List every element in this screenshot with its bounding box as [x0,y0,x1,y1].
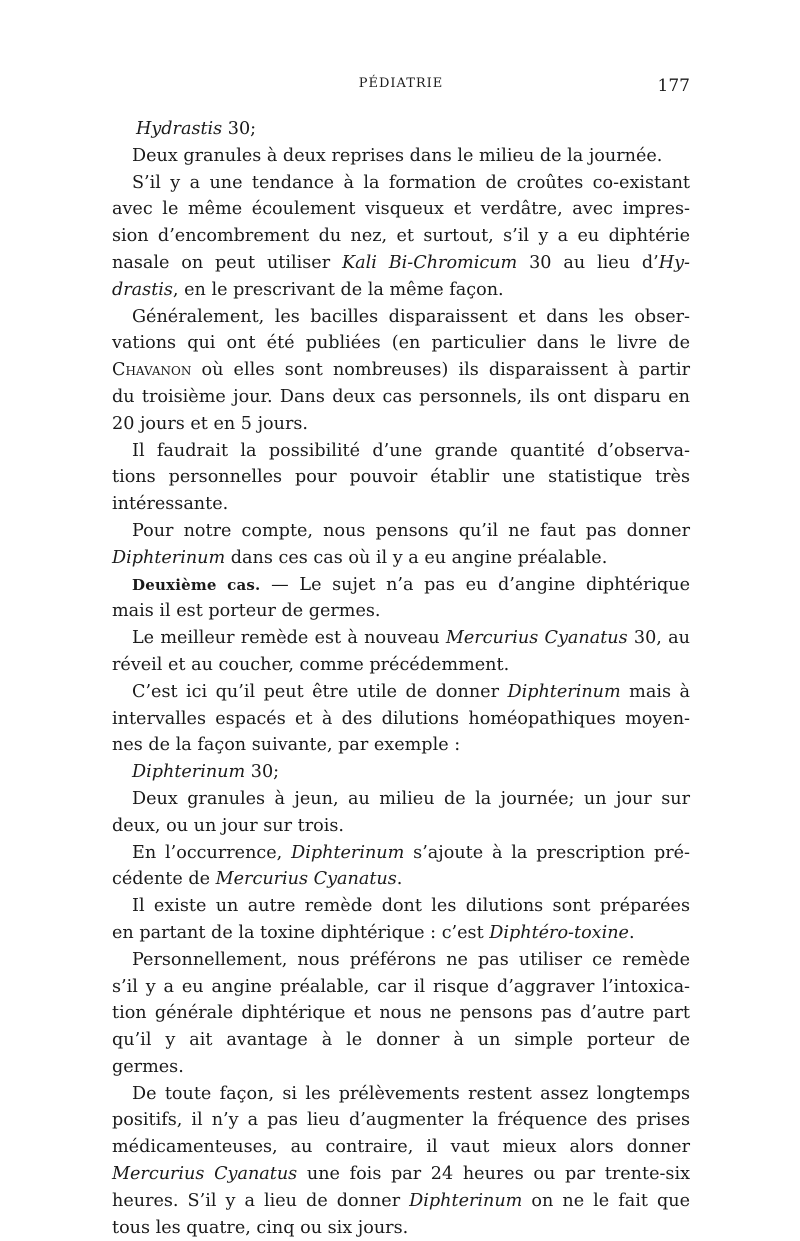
text-run: cédente de [112,869,216,890]
text-run: tions personnelles pour pouvoir établir une statistique très [112,467,690,488]
running-head: PÉDIATRIE [358,76,444,91]
text-line [112,866,690,893]
text-line [112,116,690,143]
text-line [112,652,690,679]
text-line [112,1054,690,1081]
text-line [112,572,690,599]
text-run: 30 au lieu d’ [517,252,659,273]
text-line [112,411,690,438]
text-run: En l’occurrence, [132,842,292,863]
text-run: . [628,922,635,943]
text-run: Deux granules à deux reprises dans le milieu de la journée. [132,145,663,166]
text-run: Personnellement, nous préférons ne pas utiliser ce remède [132,949,690,970]
italic-term: Diphterinum [291,842,405,863]
text-run: , en le prescrivant de la même façon. [172,279,504,300]
text-run: tion générale diphtérique et nous ne pensons pas d’autre part [112,1003,690,1024]
text-line [112,464,690,491]
page-number: 177 [657,76,690,96]
text-run: Le meilleur remède est à nouveau [132,628,446,649]
text-run: — Le sujet n’a pas eu d’angine diphtérique [260,574,690,595]
italic-term: Diphterinum [507,681,621,702]
text-run: heures. S’il y a lieu de donner [112,1190,410,1211]
text-line [112,679,690,706]
section-label: Deuxième cas. [132,575,261,594]
italic-term: Diphterinum [132,762,246,783]
text-run: dans ces cas où il y a eu angine préalable. [225,547,608,568]
italic-term: Mercurius Cyanatus [215,869,397,890]
text-line [112,947,690,974]
text-run: intervalles espacés et à des dilutions homéopathiques moyen- [112,708,690,729]
text-line [112,706,690,733]
italic-term: Hydrastis [136,119,223,139]
text-run: 20 jours et en 5 jours. [112,413,308,434]
text-line [112,786,690,813]
text-run: du troisième jour. Dans deux cas personnels, ils ont disparu en [112,386,690,407]
italic-term: Hy- [658,252,690,273]
text-run: sion d’encombrement du nez, et surtout, s’il y a eu diphtérie [112,226,690,247]
text-line [112,1134,690,1161]
text-line [112,1161,690,1188]
text-run: avec le même écoulement visqueux et verdâtre, avec impres- [112,199,690,220]
text-run: s’il y a eu angine préalable, car il risque d’aggraver l’intoxica- [112,976,690,997]
text-run: Généralement, les bacilles disparaissent et dans les obser- [132,306,690,327]
text-line [112,143,690,170]
italic-term: Mercurius Cyanatus [112,1164,298,1185]
text-line [112,170,690,197]
text-line [112,974,690,1001]
text-line [112,1000,690,1027]
text-run: Il faudrait la possibilité d’une grande quantité d’observa- [132,440,690,461]
body-text [112,116,690,1241]
text-line [112,196,690,223]
text-run: une fois par 24 heures ou par trente-six [297,1164,690,1185]
text-line [112,759,690,786]
text-run: nasale on peut utiliser [112,252,342,273]
text-line [112,1188,690,1215]
text-run: S’il y a une tendance à la formation de croûtes co-existant [132,172,690,193]
italic-term: Diphtéro-toxine [489,922,629,943]
text-line [112,330,690,357]
italic-term: Diphterinum [112,547,226,568]
text-line [112,223,690,250]
italic-term: Diphterinum [409,1190,523,1211]
text-line [112,1027,690,1054]
text-line [112,625,690,652]
text-line [112,920,690,947]
page-header [112,76,690,102]
text-line [112,1081,690,1108]
text-run: Deux granules à jeun, au milieu de la journée; un jour sur [132,788,690,809]
text-line [112,893,690,920]
text-run: 30; [222,119,257,139]
text-run: Il existe un autre remède dont les dilutions sont préparées [132,896,690,917]
author-name: Chavanon [112,360,192,381]
text-run: nes de la façon suivante, par exemple : [112,735,461,756]
text-run: deux, ou un jour sur trois. [112,815,344,836]
text-line [112,250,690,277]
italic-term: drastis [112,279,173,300]
text-line [112,491,690,518]
text-line [112,518,690,545]
text-run: en partant de la toxine diphtérique : c’est [112,922,490,943]
text-line [112,357,690,384]
text-line [112,840,690,867]
text-run: vations qui ont été publiées (en particulier dans le livre de [112,333,690,354]
text-run: qu’il y ait avantage à le donner à un simple porteur de [112,1030,690,1051]
text-run: De toute façon, si les prélèvements restent assez longtemps [132,1083,690,1104]
text-line [112,304,690,331]
text-run: C’est ici qu’il peut être utile de donner [132,681,508,702]
text-line [112,1107,690,1134]
text-line [112,277,690,304]
text-run: réveil et au coucher, comme précédemment. [112,654,510,675]
text-line [112,545,690,572]
text-run: mais à [620,681,690,702]
text-line [112,813,690,840]
text-run: mais il est porteur de germes. [112,601,381,622]
text-line [112,1215,690,1241]
text-run: intéressante. [112,494,229,515]
text-run: s’ajoute à la prescription pré- [404,842,690,863]
text-run: tous les quatre, cinq ou six jours. [112,1217,409,1238]
text-run: médicamenteuses, au contraire, il vaut mieux alors donner [112,1137,690,1158]
italic-term: Kali Bi-Chromicum [341,252,518,273]
text-line [112,438,690,465]
text-run: 30; [245,762,280,783]
text-run: on ne le fait que [522,1190,690,1211]
text-line [112,732,690,759]
italic-term: Mercurius Cyanatus [445,628,628,649]
text-run: 30, au [627,628,690,649]
text-run: . [396,869,403,890]
text-line [112,384,690,411]
text-run: germes. [112,1056,184,1077]
text-line [112,598,690,625]
text-run: où elles sont nombreuses) ils disparaissent à partir [191,360,690,381]
text-run: positifs, il n’y a pas lieu d’augmenter la fréquence des prises [112,1110,690,1131]
text-run: Pour notre compte, nous pensons qu’il ne faut pas donner [132,520,690,541]
